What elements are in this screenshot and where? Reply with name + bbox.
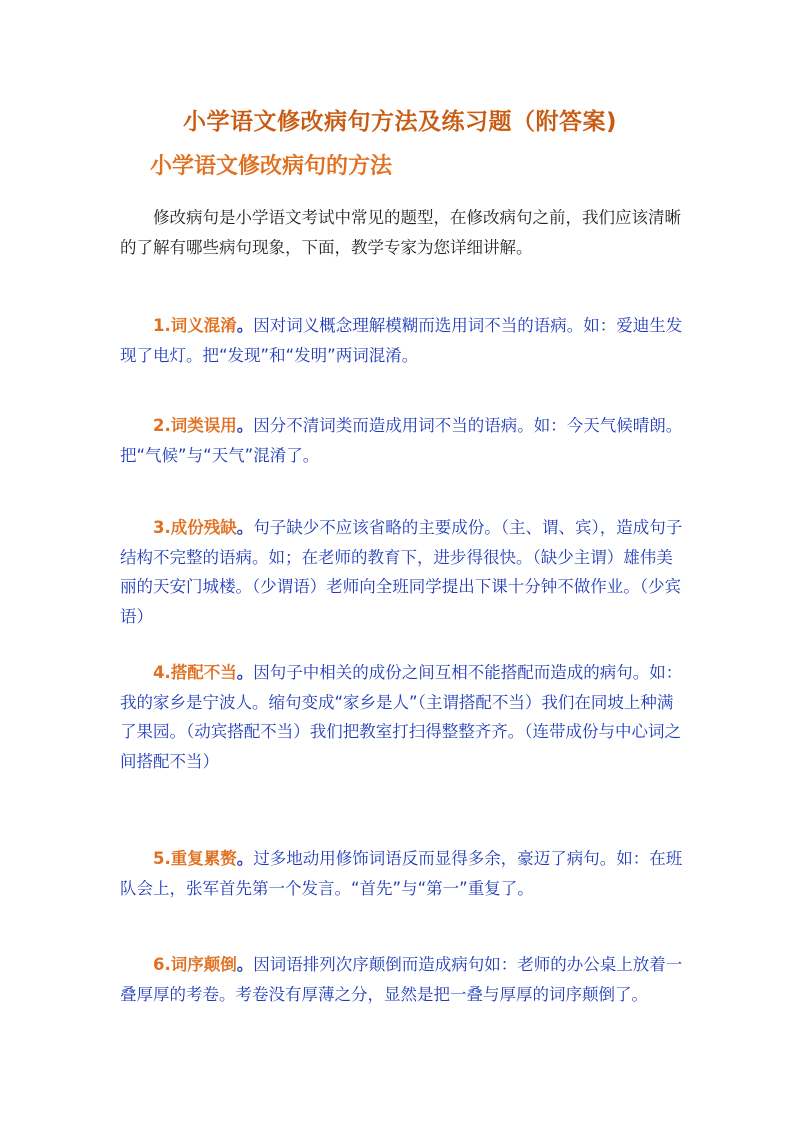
item-body: 过多地动用修饰词语反而显得多余，豪迈了病句。如：在班队会上，张军首先第一个发言。“首先”与“第一”重复了。 [120, 849, 683, 898]
list-item-2 [120, 411, 685, 470]
item-heading: 6.词序颠倒 [153, 955, 237, 974]
item-period: 。 [236, 663, 254, 682]
list-item-4 [120, 658, 685, 776]
item-period: 。 [236, 416, 254, 435]
item-period: 。 [236, 316, 254, 335]
item-heading: 3.成份残缺 [153, 518, 237, 537]
item-body: 因分不清词类而造成用词不当的语病。如：今天气候晴朗。把“气候”与“天气”混淆了。 [120, 416, 683, 465]
list-item-3 [120, 513, 685, 631]
item-body: 因句子中相关的成份之间互相不能搭配而造成的病句。如：我的家乡是宁波人。缩句变成“家乡是人”（主谓搭配不当）我们在同坡上种满了果园。（动宾搭配不当）我们把教室打扫得整整齐齐。（连带成份与中心词之间搭配不当） [120, 663, 683, 771]
list-item-5 [120, 844, 685, 903]
item-period: 。 [236, 849, 254, 868]
item-heading: 1.词义混淆 [153, 316, 237, 335]
intro-paragraph: 修改病句是小学语文考试中常见的题型，在修改病句之前，我们应该清晰的了解有哪些病句现象，下面，教学专家为您详细讲解。 [120, 208, 681, 257]
item-heading: 5.重复累赘 [153, 849, 237, 868]
item-body: 因词语排列次序颠倒而造成病句如：老师的办公桌上放着一叠厚厚的考卷。考卷没有厚薄之分，显然是把一叠与厚厚的词序颠倒了。 [120, 955, 683, 1004]
section-title: 小学语文修改病句的方法 [150, 154, 393, 179]
item-period: 。 [236, 518, 254, 537]
list-item-6 [120, 950, 685, 1009]
item-period: 。 [236, 955, 254, 974]
item-heading: 4.搭配不当 [153, 663, 237, 682]
document-title: 小学语文修改病句方法及练习题（附答案) [182, 109, 617, 135]
item-heading: 2.词类误用 [153, 416, 237, 435]
list-item-1 [120, 311, 685, 370]
item-body: 因对词义概念理解模糊而选用词不当的语病。如：爱迪生发现了电灯。把“发现”和“发明”两词混淆。 [120, 316, 683, 365]
item-body: 句子缺少不应该省略的主要成份。（主、谓、宾），造成句子结构不完整的语病。如；在老师的教育下，进步得很快。（缺少主谓）雄伟美丽的天安门城楼。（少谓语）老师向全班同学提出下课十分钟不做作业。（少宾语） [120, 518, 683, 626]
